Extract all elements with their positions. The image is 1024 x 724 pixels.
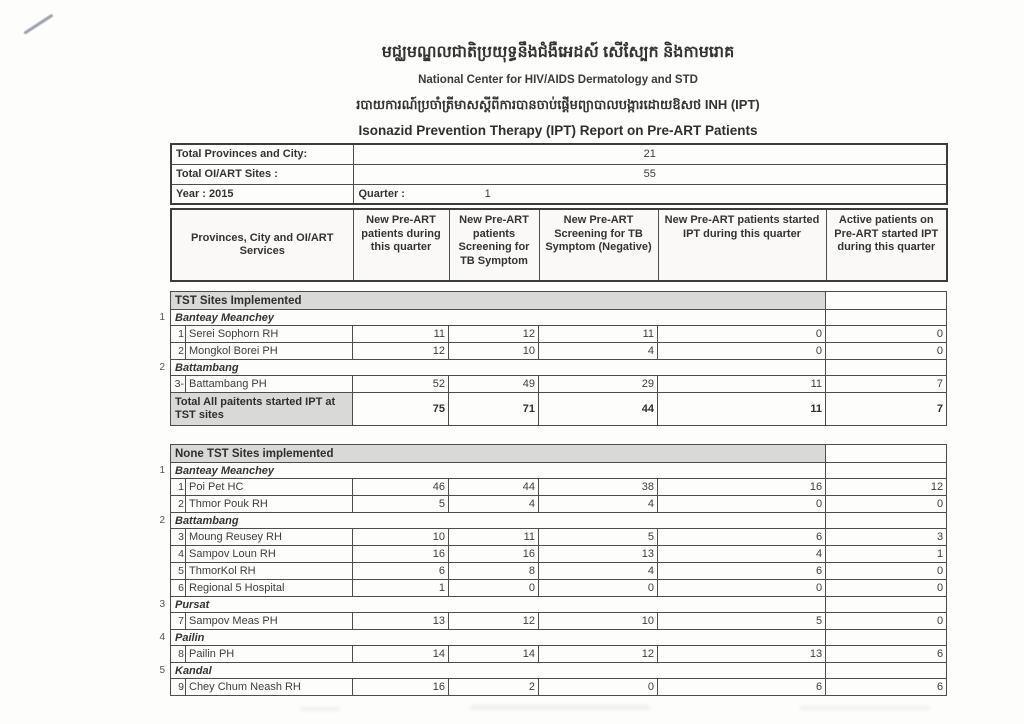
value-cell: 6: [658, 563, 826, 580]
site-row: [171, 326, 947, 343]
value-cell: 4: [658, 546, 826, 563]
site-number-cell: 1: [171, 479, 186, 496]
province-index: 5: [159, 664, 165, 676]
khmer-org-title: មជ្ឈមណ្ឌលជាតិប្រយុទ្ធនឹងជំងឺអេដស៍ សើស្បែក និងកាមរោគ: [381, 44, 735, 61]
value-cell: 11: [353, 326, 449, 343]
section-title-row: [171, 445, 947, 463]
province-row: [171, 310, 947, 326]
site-row: [171, 646, 947, 663]
value-cell: 46: [353, 479, 449, 496]
province-name-cell: Battambang: [171, 513, 826, 529]
value-cell: 1: [353, 580, 449, 597]
value-cell: 16: [353, 679, 449, 696]
site-name-cell: Mongkol Borei PH: [186, 343, 353, 360]
value-cell: 0: [539, 580, 658, 597]
value-cell: 5: [353, 496, 449, 513]
value-cell: 10: [449, 343, 539, 360]
report-title: Isonazid Prevention Therapy (IPT) Report on Pre-ART Patients: [358, 123, 758, 138]
value-cell: 12: [353, 343, 449, 360]
province-row: [171, 663, 947, 679]
site-row: [171, 479, 947, 496]
scan-artifact: [800, 706, 930, 710]
summary-value: 55: [353, 164, 947, 184]
value-cell: 1: [826, 546, 947, 563]
value-cell: 0: [658, 496, 826, 513]
value-cell: 0: [449, 580, 539, 597]
summary-row-provinces: [171, 144, 947, 164]
site-number-cell: 6: [171, 580, 186, 597]
report-content: [159, 42, 946, 696]
total-value-cell: 75: [353, 393, 449, 426]
site-row: [171, 529, 947, 546]
value-cell: 7: [826, 376, 947, 393]
site-row: [171, 679, 947, 696]
value-cell: 0: [826, 343, 947, 360]
province-index: 1: [159, 311, 165, 323]
site-number-cell: 1: [171, 326, 186, 343]
value-cell: 12: [449, 613, 539, 630]
spacer-cell: [826, 663, 947, 679]
spacer-cell: [826, 597, 947, 613]
scan-artifact: [300, 707, 340, 711]
site-name-cell: Poi Pet HC: [186, 479, 353, 496]
value-cell: 0: [539, 679, 658, 696]
value-cell: 5: [658, 613, 826, 630]
value-cell: 13: [353, 613, 449, 630]
province-index: 2: [159, 514, 165, 526]
value-cell: 11: [449, 529, 539, 546]
value-cell: 13: [658, 646, 826, 663]
site-row: [171, 546, 947, 563]
value-cell: 0: [826, 496, 947, 513]
spacer-cell: [826, 360, 947, 376]
col-header-started-ipt: New Pre-ART patients started IPT during this quarter: [658, 209, 826, 281]
value-cell: 6: [826, 646, 947, 663]
value-cell: 14: [353, 646, 449, 663]
value-cell: 11: [539, 326, 658, 343]
col-header-provinces: Provinces, City and OI/ART Services: [171, 209, 353, 281]
province-row: [171, 630, 947, 646]
province-name-cell: Kandal: [171, 663, 826, 679]
site-name-cell: Moung Reusey RH: [186, 529, 353, 546]
khmer-report-title: របាយការណ៍ប្រចាំត្រីមាសស្តីពីការបានចាប់ផ្តើមព្យាបាលបង្ការដោយឱសថ INH (IPT): [356, 97, 760, 112]
summary-value: 21: [353, 144, 947, 164]
summary-row-year-quarter: [171, 184, 947, 204]
value-cell: 6: [658, 529, 826, 546]
total-value-cell: 7: [826, 393, 947, 426]
site-number-cell: 5: [171, 563, 186, 580]
value-cell: 0: [658, 343, 826, 360]
spacer-cell: [826, 292, 947, 310]
province-row: [171, 463, 947, 479]
site-row: [171, 613, 947, 630]
value-cell: 11: [658, 376, 826, 393]
quarter-label: Quarter :: [358, 187, 405, 200]
col-header-new-patients: New Pre-ART patients during this quarter: [353, 209, 449, 281]
site-name-cell: Chey Chum Neash RH: [186, 679, 353, 696]
column-header-row: [171, 209, 947, 281]
year-label: Year : 2015: [171, 184, 353, 204]
spacer-cell: [826, 445, 947, 463]
total-value-cell: 44: [539, 393, 658, 426]
site-number-cell: 2: [171, 496, 186, 513]
quarter-value: 1: [484, 187, 491, 200]
value-cell: 13: [539, 546, 658, 563]
province-index: 4: [159, 631, 165, 643]
summary-label: Total OI/ART Sites :: [171, 164, 353, 184]
scan-artifact: [470, 705, 650, 710]
site-number-cell: 3-: [171, 376, 186, 393]
value-cell: 0: [826, 613, 947, 630]
value-cell: 6: [353, 563, 449, 580]
site-number-cell: 3: [171, 529, 186, 546]
spacer-cell: [826, 630, 947, 646]
site-number-cell: 9: [171, 679, 186, 696]
quarter-cell: [353, 184, 947, 204]
total-row: [171, 393, 947, 426]
site-row: [171, 563, 947, 580]
summary-label: Total Provinces and City:: [171, 144, 353, 164]
site-row: [171, 343, 947, 360]
province-index: 3: [159, 598, 165, 610]
summary-table: [170, 143, 948, 205]
value-cell: 10: [539, 613, 658, 630]
site-name-cell: Regional 5 Hospital: [186, 580, 353, 597]
total-value-cell: 71: [449, 393, 539, 426]
province-name-cell: Battambang: [171, 360, 826, 376]
spacer-cell: [826, 513, 947, 529]
value-cell: 14: [449, 646, 539, 663]
province-name-cell: Pursat: [171, 597, 826, 613]
value-cell: 10: [353, 529, 449, 546]
value-cell: 0: [826, 580, 947, 597]
total-value-cell: 11: [658, 393, 826, 426]
value-cell: 0: [658, 580, 826, 597]
value-cell: 12: [449, 326, 539, 343]
value-cell: 5: [539, 529, 658, 546]
value-cell: 4: [539, 496, 658, 513]
section-title-cell: None TST Sites implemented: [171, 445, 826, 463]
site-row: [171, 496, 947, 513]
site-name-cell: Serei Sophorn RH: [186, 326, 353, 343]
value-cell: 16: [353, 546, 449, 563]
value-cell: 2: [449, 679, 539, 696]
value-cell: 8: [449, 563, 539, 580]
value-cell: 0: [658, 326, 826, 343]
section-title-row: [171, 292, 947, 310]
value-cell: 16: [449, 546, 539, 563]
pen-mark-artifact: [23, 14, 53, 35]
province-row: [171, 597, 947, 613]
site-number-cell: 4: [171, 546, 186, 563]
total-label-cell: Total All paitents started IPT at TST sites: [171, 393, 353, 426]
site-row: [171, 580, 947, 597]
spacer-cell: [826, 310, 947, 326]
value-cell: 12: [826, 479, 947, 496]
value-cell: 6: [826, 679, 947, 696]
province-index: 1: [159, 464, 165, 476]
site-name-cell: Pailin PH: [186, 646, 353, 663]
spacer-cell: [826, 463, 947, 479]
province-row: [171, 360, 947, 376]
province-name-cell: Banteay Meanchey: [171, 310, 826, 326]
value-cell: 4: [539, 343, 658, 360]
col-header-screening-negative: New Pre-ART Screening for TB Symptom (Negative): [539, 209, 658, 281]
value-cell: 6: [658, 679, 826, 696]
site-row: [171, 376, 947, 393]
province-name-cell: Banteay Meanchey: [171, 463, 826, 479]
site-name-cell: Battambang PH: [186, 376, 353, 393]
value-cell: 49: [449, 376, 539, 393]
site-name-cell: ThmorKol RH: [186, 563, 353, 580]
none-tst-sites-table: [170, 444, 947, 696]
col-header-active-ipt: Active patients on Pre-ART started IPT during this quarter: [826, 209, 947, 281]
summary-row-sites: [171, 164, 947, 184]
value-cell: 12: [539, 646, 658, 663]
site-name-cell: Sampov Loun RH: [186, 546, 353, 563]
value-cell: 0: [826, 563, 947, 580]
value-cell: 38: [539, 479, 658, 496]
column-header-table: [170, 208, 948, 282]
value-cell: 52: [353, 376, 449, 393]
value-cell: 16: [658, 479, 826, 496]
site-number-cell: 2: [171, 343, 186, 360]
province-name-cell: Pailin: [171, 630, 826, 646]
province-index: 2: [159, 361, 165, 373]
site-name-cell: Thmor Pouk RH: [186, 496, 353, 513]
site-number-cell: 7: [171, 613, 186, 630]
value-cell: 4: [539, 563, 658, 580]
value-cell: 4: [449, 496, 539, 513]
value-cell: 44: [449, 479, 539, 496]
site-number-cell: 8: [171, 646, 186, 663]
section-title-cell: TST Sites Implemented: [171, 292, 826, 310]
col-header-screening: New Pre-ART patients Screening for TB Symptom: [449, 209, 539, 281]
org-name-english: National Center for HIV/AIDS Dermatology and STD: [418, 74, 698, 86]
province-row: [171, 513, 947, 529]
tst-sites-table: [170, 291, 947, 426]
tst-section: [159, 291, 946, 426]
value-cell: 0: [826, 326, 947, 343]
none-tst-section: [159, 444, 946, 696]
value-cell: 3: [826, 529, 947, 546]
site-name-cell: Sampov Meas PH: [186, 613, 353, 630]
value-cell: 29: [539, 376, 658, 393]
